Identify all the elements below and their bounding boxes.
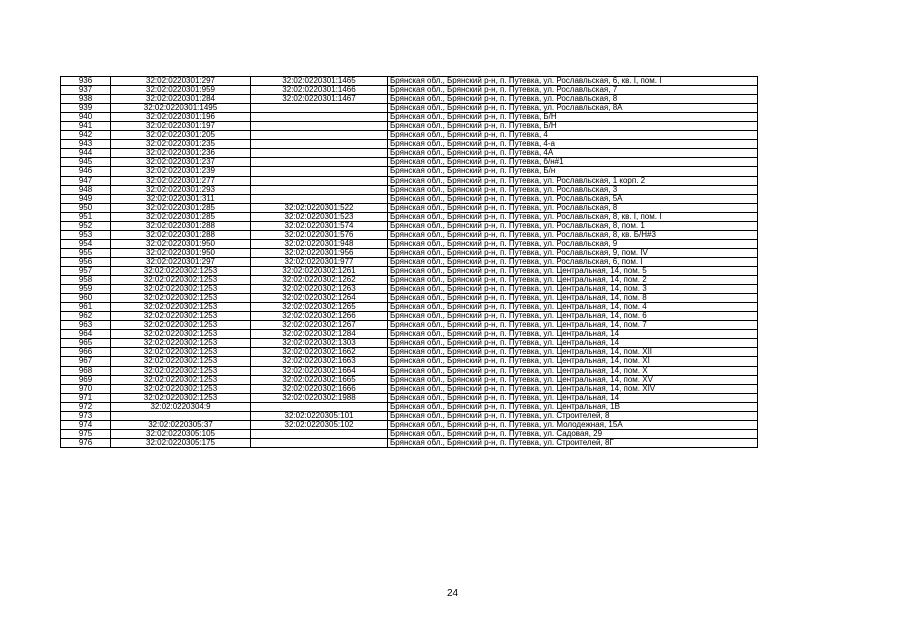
object-number-cell: 32:02:0220302:1267 — [251, 321, 388, 330]
address-cell: Брянская обл., Брянский р-н, п. Путевка, ул. Центральная, 14, пом. 4 — [388, 303, 758, 312]
row-number-cell: 941 — [61, 122, 111, 131]
row-number-cell: 947 — [61, 176, 111, 185]
table-row — [61, 122, 758, 131]
object-number-cell: 32:02:0220302:1665 — [251, 375, 388, 384]
cadastral-number-cell: 32:02:0220302:1253 — [111, 266, 251, 275]
cadastral-table — [60, 76, 758, 448]
table-row — [61, 357, 758, 366]
address-cell: Брянская обл., Брянский р-н, п. Путевка, ул. Центральная, 14 — [388, 330, 758, 339]
object-number-cell: 32:02:0220301:977 — [251, 257, 388, 266]
address-cell: Брянская обл., Брянский р-н, п. Путевка, ул. Рославльская, 5А — [388, 194, 758, 203]
address-cell: Брянская обл., Брянский р-н, п. Путевка, ул. Центральная, 1В — [388, 402, 758, 411]
table-row — [61, 158, 758, 167]
row-number-cell: 974 — [61, 420, 111, 429]
object-number-cell: 32:02:0220302:1264 — [251, 294, 388, 303]
row-number-cell: 956 — [61, 257, 111, 266]
address-cell: Брянская обл., Брянский р-н, п. Путевка, ул. Центральная, 14 — [388, 393, 758, 402]
object-number-cell: 32:02:0220302:1303 — [251, 339, 388, 348]
address-cell: Брянская обл., Брянский р-н, п. Путевка, ул. Рославльская, 9, пом. IV — [388, 248, 758, 257]
row-number-cell: 965 — [61, 339, 111, 348]
row-number-cell: 962 — [61, 312, 111, 321]
table-row — [61, 140, 758, 149]
cadastral-number-cell: 32:02:0220301:277 — [111, 176, 251, 185]
object-number-cell: 32:02:0220302:1666 — [251, 384, 388, 393]
address-cell: Брянская обл., Брянский р-н, п. Путевка, ул. Рославльская, 3 — [388, 185, 758, 194]
object-number-cell: 32:02:0220302:1263 — [251, 285, 388, 294]
row-number-cell: 943 — [61, 140, 111, 149]
table-row — [61, 402, 758, 411]
table-row — [61, 194, 758, 203]
object-number-cell — [251, 149, 388, 158]
table-row — [61, 104, 758, 113]
row-number-cell: 938 — [61, 95, 111, 104]
object-number-cell — [251, 113, 388, 122]
object-number-cell: 32:02:0220301:523 — [251, 212, 388, 221]
row-number-cell: 937 — [61, 86, 111, 95]
cadastral-number-cell: 32:02:0220302:1253 — [111, 393, 251, 402]
table-row — [61, 285, 758, 294]
cadastral-number-cell: 32:02:0220301:959 — [111, 86, 251, 95]
table-row — [61, 203, 758, 212]
table-row — [61, 113, 758, 122]
row-number-cell: 970 — [61, 384, 111, 393]
object-number-cell — [251, 122, 388, 131]
table-row — [61, 438, 758, 447]
cadastral-number-cell: 32:02:0220301:950 — [111, 248, 251, 257]
row-number-cell: 952 — [61, 221, 111, 230]
cadastral-number-cell: 32:02:0220302:1253 — [111, 339, 251, 348]
object-number-cell — [251, 176, 388, 185]
row-number-cell: 948 — [61, 185, 111, 194]
object-number-cell — [251, 158, 388, 167]
address-cell: Брянская обл., Брянский р-н, п. Путевка, б/н#1 — [388, 158, 758, 167]
table-row — [61, 366, 758, 375]
object-number-cell: 32:02:0220301:1465 — [251, 77, 388, 86]
object-number-cell: 32:02:0220301:576 — [251, 230, 388, 239]
address-cell: Брянская обл., Брянский р-н, п. Путевка, ул. Центральная, 14, пом. 6 — [388, 312, 758, 321]
row-number-cell: 964 — [61, 330, 111, 339]
object-number-cell: 32:02:0220302:1261 — [251, 266, 388, 275]
table-row — [61, 95, 758, 104]
cadastral-number-cell: 32:02:0220302:1253 — [111, 375, 251, 384]
address-cell: Брянская обл., Брянский р-н, п. Путевка, ул. Центральная, 14, пом. XI — [388, 357, 758, 366]
table-row — [61, 330, 758, 339]
object-number-cell: 32:02:0220302:1284 — [251, 330, 388, 339]
cadastral-number-cell: 32:02:0220302:1253 — [111, 366, 251, 375]
page-number: 24 — [446, 588, 459, 599]
address-cell: Брянская обл., Брянский р-н, п. Путевка, ул. Центральная, 14, пом. XII — [388, 348, 758, 357]
address-cell: Брянская обл., Брянский р-н, п. Путевка, ул. Центральная, 14, пом. 5 — [388, 266, 758, 275]
cadastral-number-cell: 32:02:0220301:297 — [111, 77, 251, 86]
address-cell: Брянская обл., Брянский р-н, п. Путевка, 4 — [388, 131, 758, 140]
row-number-cell: 976 — [61, 438, 111, 447]
cadastral-number-cell: 32:02:0220301:293 — [111, 185, 251, 194]
address-cell: Брянская обл., Брянский р-н, п. Путевка, ул. Рославльская, 6, кв. I, пом. I — [388, 77, 758, 86]
table-row — [61, 131, 758, 140]
cadastral-number-cell: 32:02:0220301:311 — [111, 194, 251, 203]
table-row — [61, 248, 758, 257]
object-number-cell: 32:02:0220302:1663 — [251, 357, 388, 366]
address-cell: Брянская обл., Брянский р-н, п. Путевка, ул. Центральная, 14, пом. XIV — [388, 384, 758, 393]
row-number-cell: 958 — [61, 276, 111, 285]
row-number-cell: 959 — [61, 285, 111, 294]
address-cell: Брянская обл., Брянский р-н, п. Путевка, ул. Строителей, 8 — [388, 411, 758, 420]
cadastral-number-cell: 32:02:0220305:37 — [111, 420, 251, 429]
row-number-cell: 936 — [61, 77, 111, 86]
cadastral-number-cell: 32:02:0220301:288 — [111, 230, 251, 239]
cadastral-number-cell: 32:02:0220301:297 — [111, 257, 251, 266]
table-row — [61, 312, 758, 321]
table-row — [61, 167, 758, 176]
cadastral-number-cell: 32:02:0220302:1253 — [111, 303, 251, 312]
address-cell: Брянская обл., Брянский р-н, п. Путевка, ул. Центральная, 14, пом. X — [388, 366, 758, 375]
cadastral-number-cell: 32:02:0220302:1253 — [111, 330, 251, 339]
cadastral-number-cell: 32:02:0220305:105 — [111, 429, 251, 438]
address-cell: Брянская обл., Брянский р-н, п. Путевка, Б/н — [388, 167, 758, 176]
cadastral-number-cell: 32:02:0220302:1253 — [111, 294, 251, 303]
cadastral-number-cell: 32:02:0220301:196 — [111, 113, 251, 122]
table-row — [61, 294, 758, 303]
row-number-cell: 940 — [61, 113, 111, 122]
row-number-cell: 942 — [61, 131, 111, 140]
object-number-cell: 32:02:0220301:1467 — [251, 95, 388, 104]
table-row — [61, 239, 758, 248]
row-number-cell: 946 — [61, 167, 111, 176]
row-number-cell: 973 — [61, 411, 111, 420]
object-number-cell: 32:02:0220302:1662 — [251, 348, 388, 357]
object-number-cell — [251, 140, 388, 149]
table-row — [61, 266, 758, 275]
object-number-cell — [251, 402, 388, 411]
address-cell: Брянская обл., Брянский р-н, п. Путевка, ул. Рославльская, 1 корп. 2 — [388, 176, 758, 185]
row-number-cell: 945 — [61, 158, 111, 167]
row-number-cell: 944 — [61, 149, 111, 158]
table-row — [61, 429, 758, 438]
address-cell: Брянская обл., Брянский р-н, п. Путевка, ул. Рославльская, 8, кв. Б/Н#3 — [388, 230, 758, 239]
address-cell: Брянская обл., Брянский р-н, п. Путевка, ул. Рославльская, 8 — [388, 95, 758, 104]
cadastral-number-cell: 32:02:0220301:197 — [111, 122, 251, 131]
address-cell: Брянская обл., Брянский р-н, п. Путевка, 4-а — [388, 140, 758, 149]
object-number-cell: 32:02:0220301:1466 — [251, 86, 388, 95]
row-number-cell: 949 — [61, 194, 111, 203]
row-number-cell: 972 — [61, 402, 111, 411]
row-number-cell: 966 — [61, 348, 111, 357]
row-number-cell: 963 — [61, 321, 111, 330]
row-number-cell: 961 — [61, 303, 111, 312]
address-cell: Брянская обл., Брянский р-н, п. Путевка, ул. Садовая, 29 — [388, 429, 758, 438]
table-row — [61, 230, 758, 239]
row-number-cell: 960 — [61, 294, 111, 303]
table-row — [61, 321, 758, 330]
cadastral-number-cell: 32:02:0220305:175 — [111, 438, 251, 447]
row-number-cell: 950 — [61, 203, 111, 212]
object-number-cell — [251, 438, 388, 447]
address-cell: Брянская обл., Брянский р-н, п. Путевка, ул. Рославльская, 8 — [388, 203, 758, 212]
cadastral-number-cell: 32:02:0220301:239 — [111, 167, 251, 176]
table-row — [61, 339, 758, 348]
address-cell: Брянская обл., Брянский р-н, п. Путевка, ул. Молодежная, 15А — [388, 420, 758, 429]
table-row — [61, 411, 758, 420]
cadastral-number-cell: 32:02:0220301:205 — [111, 131, 251, 140]
cadastral-number-cell: 32:02:0220302:1253 — [111, 384, 251, 393]
object-number-cell: 32:02:0220302:1266 — [251, 312, 388, 321]
address-cell: Брянская обл., Брянский р-н, п. Путевка, ул. Центральная, 14, пом. 8 — [388, 294, 758, 303]
cadastral-number-cell: 32:02:0220301:1495 — [111, 104, 251, 113]
row-number-cell: 968 — [61, 366, 111, 375]
table-row — [61, 149, 758, 158]
table-body — [61, 77, 758, 448]
cadastral-number-cell: 32:02:0220302:1253 — [111, 321, 251, 330]
object-number-cell: 32:02:0220302:1988 — [251, 393, 388, 402]
table-row — [61, 393, 758, 402]
object-number-cell — [251, 131, 388, 140]
object-number-cell: 32:02:0220301:956 — [251, 248, 388, 257]
address-cell: Брянская обл., Брянский р-н, п. Путевка, ул. Строителей, 8Г — [388, 438, 758, 447]
table-row — [61, 176, 758, 185]
row-number-cell: 939 — [61, 104, 111, 113]
cadastral-number-cell: 32:02:0220301:235 — [111, 140, 251, 149]
cadastral-number-cell: 32:02:0220301:950 — [111, 239, 251, 248]
table-row — [61, 348, 758, 357]
row-number-cell: 975 — [61, 429, 111, 438]
object-number-cell: 32:02:0220305:102 — [251, 420, 388, 429]
address-cell: Брянская обл., Брянский р-н, п. Путевка, 4А — [388, 149, 758, 158]
cadastral-number-cell — [111, 411, 251, 420]
object-number-cell: 32:02:0220302:1265 — [251, 303, 388, 312]
table-row — [61, 384, 758, 393]
table-row — [61, 185, 758, 194]
object-number-cell — [251, 104, 388, 113]
address-cell: Брянская обл., Брянский р-н, п. Путевка, ул. Центральная, 14, пом. XV — [388, 375, 758, 384]
object-number-cell — [251, 167, 388, 176]
cadastral-number-cell: 32:02:0220301:285 — [111, 212, 251, 221]
cadastral-number-cell: 32:02:0220302:1253 — [111, 357, 251, 366]
row-number-cell: 957 — [61, 266, 111, 275]
cadastral-number-cell: 32:02:0220302:1253 — [111, 348, 251, 357]
row-number-cell: 967 — [61, 357, 111, 366]
cadastral-number-cell: 32:02:0220302:1253 — [111, 285, 251, 294]
table-row — [61, 375, 758, 384]
cadastral-number-cell: 32:02:0220301:285 — [111, 203, 251, 212]
row-number-cell: 955 — [61, 248, 111, 257]
row-number-cell: 951 — [61, 212, 111, 221]
cadastral-number-cell: 32:02:0220301:236 — [111, 149, 251, 158]
address-cell: Брянская обл., Брянский р-н, п. Путевка, ул. Рославльская, 8, пом. 1 — [388, 221, 758, 230]
address-cell: Брянская обл., Брянский р-н, п. Путевка, ул. Рославльская, 7 — [388, 86, 758, 95]
object-number-cell: 32:02:0220305:101 — [251, 411, 388, 420]
table-row — [61, 276, 758, 285]
cadastral-number-cell: 32:02:0220301:284 — [111, 95, 251, 104]
address-cell: Брянская обл., Брянский р-н, п. Путевка, ул. Рославльская, 6, пом. I — [388, 257, 758, 266]
row-number-cell: 971 — [61, 393, 111, 402]
object-number-cell: 32:02:0220301:948 — [251, 239, 388, 248]
address-cell: Брянская обл., Брянский р-н, п. Путевка, ул. Центральная, 14, пом. 7 — [388, 321, 758, 330]
table-row — [61, 86, 758, 95]
table-row — [61, 221, 758, 230]
table-row — [61, 212, 758, 221]
object-number-cell — [251, 429, 388, 438]
object-number-cell — [251, 194, 388, 203]
cadastral-number-cell: 32:02:0220304:9 — [111, 402, 251, 411]
row-number-cell: 969 — [61, 375, 111, 384]
cadastral-number-cell: 32:02:0220301:237 — [111, 158, 251, 167]
cadastral-number-cell: 32:02:0220302:1253 — [111, 312, 251, 321]
address-cell: Брянская обл., Брянский р-н, п. Путевка, ул. Рославльская, 8А — [388, 104, 758, 113]
object-number-cell: 32:02:0220301:574 — [251, 221, 388, 230]
cadastral-number-cell: 32:02:0220302:1253 — [111, 276, 251, 285]
table-row — [61, 420, 758, 429]
cadastral-number-cell: 32:02:0220301:288 — [111, 221, 251, 230]
address-cell: Брянская обл., Брянский р-н, п. Путевка, ул. Центральная, 14, пом. 3 — [388, 285, 758, 294]
object-number-cell: 32:02:0220302:1262 — [251, 276, 388, 285]
table-row — [61, 77, 758, 86]
address-cell: Брянская обл., Брянский р-н, п. Путевка, Б/Н — [388, 113, 758, 122]
address-cell: Брянская обл., Брянский р-н, п. Путевка, ул. Центральная, 14 — [388, 339, 758, 348]
object-number-cell — [251, 185, 388, 194]
row-number-cell: 954 — [61, 239, 111, 248]
address-cell: Брянская обл., Брянский р-н, п. Путевка, ул. Рославльская, 9 — [388, 239, 758, 248]
table-row — [61, 303, 758, 312]
address-cell: Брянская обл., Брянский р-н, п. Путевка, ул. Рославльская, 8, кв. I, пом. I — [388, 212, 758, 221]
address-cell: Брянская обл., Брянский р-н, п. Путевка, ул. Центральная, 14, пом. 2 — [388, 276, 758, 285]
object-number-cell: 32:02:0220301:522 — [251, 203, 388, 212]
row-number-cell: 953 — [61, 230, 111, 239]
table-row — [61, 257, 758, 266]
address-cell: Брянская обл., Брянский р-н, п. Путевка, Б/Н — [388, 122, 758, 131]
object-number-cell: 32:02:0220302:1664 — [251, 366, 388, 375]
